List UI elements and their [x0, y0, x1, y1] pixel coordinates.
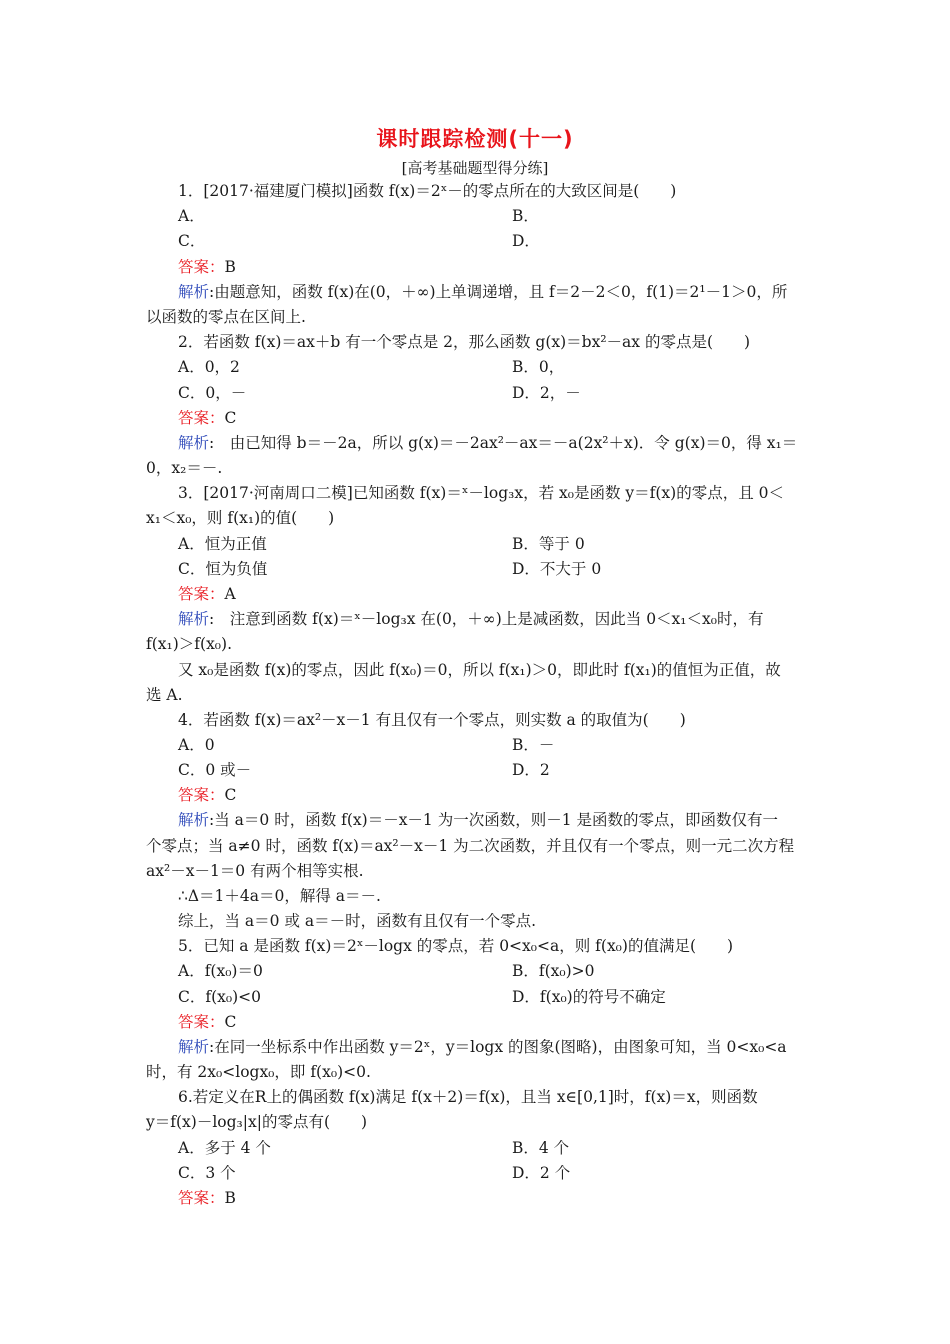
q6-option-b: B．4 个 [512, 1139, 570, 1157]
q1-option-c: C． [178, 232, 206, 250]
q1-explanation-line-2: 以函数的零点在区间上. [146, 308, 306, 326]
explanation-text: : 注意到函数 f(x)＝ˣ－log₃x 在(0，＋∞)上是减函数，因此当 0＜x₁＜x₀时，有 [209, 610, 764, 628]
q6-option-a: A．多于 4 个 [178, 1139, 271, 1157]
q2-option-c: C．0，－ [178, 384, 247, 402]
q4-option-d: D．2 [512, 761, 550, 779]
q6-answer [178, 1187, 236, 1209]
question-2: 2．若函数 f(x)＝ax＋b 有一个零点是 2，那么函数 g(x)＝bx²－ax 的零点是( ) [178, 333, 751, 351]
q1-option-b: B． [512, 207, 539, 225]
q3-explanation-line-4: 选 A. [146, 686, 183, 704]
q4-explanation-line-1 [178, 809, 778, 831]
q6-option-c: C．3 个 [178, 1164, 236, 1182]
q4-option-b: B．－ [512, 736, 555, 754]
q2-explanation-line-1 [178, 432, 797, 454]
q2-option-b: B．0， [512, 358, 565, 376]
q3-explanation-line-2: f(x₁)＞f(x₀). [146, 635, 232, 653]
q4-answer [178, 784, 236, 806]
q4-option-a: A．0 [178, 736, 215, 754]
q2-option-a: A．0，2 [178, 358, 240, 376]
explanation-text: :当 a＝0 时，函数 f(x)＝－x－1 为一次函数，则－1 是函数的零点，即函数仅有一 [209, 811, 779, 829]
explain-label: 解析 [178, 1038, 210, 1056]
q1-answer [178, 256, 236, 278]
q5-option-b: B．f(x₀)>0 [512, 962, 595, 980]
q4-option-c: C．0 或－ [178, 761, 252, 779]
answer-value: B [224, 258, 236, 276]
q5-explanation-line-2: 时，有 2x₀<logx₀，即 f(x₀)<0. [146, 1063, 371, 1081]
q4-explanation-line-4: ∴Δ＝1＋4a＝0，解得 a＝－. [178, 887, 381, 905]
explanation-text: :由题意知，函数 f(x)在(0，＋∞)上单调递增，且 f＝2－2＜0，f(1)＝2¹－1＞0，所 [209, 283, 788, 301]
q2-option-d: D．2，－ [512, 384, 581, 402]
q1-explanation-line-1 [178, 281, 787, 303]
answer-value: C [224, 1013, 237, 1031]
answer-label: 答案： [178, 409, 225, 427]
explain-label: 解析 [178, 283, 210, 301]
q5-option-c: C．f(x₀)<0 [178, 988, 261, 1006]
q2-explanation-line-2: 0，x₂＝－. [146, 459, 223, 477]
answer-value: C [224, 409, 237, 427]
question-4: 4．若函数 f(x)＝ax²－x－1 有且仅有一个零点，则实数 a 的取值为( ) [178, 711, 686, 729]
question-1: 1．[2017·福建厦门模拟]函数 f(x)＝2ˣ－的零点所在的大致区间是( ) [178, 182, 677, 200]
answer-value: B [224, 1189, 236, 1207]
explanation-text: : 由已知得 b＝－2a，所以 g(x)＝－2ax²－ax＝－a(2x²＋x)．令 g(x)＝0，得 x₁＝ [209, 434, 798, 452]
q3-answer [178, 583, 236, 605]
question-5: 5．已知 a 是函数 f(x)＝2ˣ－logx 的零点，若 0<x₀<a，则 f(x₀)的值满足( ) [178, 937, 734, 955]
q1-option-d: D． [512, 232, 540, 250]
answer-label: 答案： [178, 786, 225, 804]
answer-label: 答案： [178, 1189, 225, 1207]
q3-option-c: C．恒为负值 [178, 560, 268, 578]
question-3-line-1: 3．[2017·河南周口二模]已知函数 f(x)＝ˣ－log₃x，若 x₀是函数 y＝f(x)的零点，且 0＜ [178, 484, 784, 502]
explain-label: 解析 [178, 811, 210, 829]
q5-answer [178, 1011, 236, 1033]
answer-value: A [224, 585, 236, 603]
explain-label: 解析 [178, 434, 210, 452]
q3-option-b: B．等于 0 [512, 535, 585, 553]
q3-explanation-line-3: 又 x₀是函数 f(x)的零点，因此 f(x₀)＝0，所以 f(x₁)＞0，即此时 f(x₁)的值恒为正值，故 [178, 661, 781, 679]
q2-answer [178, 407, 236, 429]
q3-explanation-line-1 [178, 608, 763, 630]
answer-label: 答案： [178, 1013, 225, 1031]
q5-explanation-line-1 [178, 1036, 787, 1058]
question-6-line-2: y＝f(x)－log₃|x|的零点有( ) [146, 1113, 368, 1131]
q3-option-d: D．不大于 0 [512, 560, 602, 578]
explain-label: 解析 [178, 610, 210, 628]
page-title: 课时跟踪检测(十一) [376, 127, 574, 151]
q4-explanation-line-2: 个零点；当 a≠0 时，函数 f(x)＝ax²－x－1 为二次函数，并且仅有一个零点，则一元二次方程 [146, 837, 795, 855]
explanation-text: :在同一坐标系中作出函数 y＝2ˣ，y＝logx 的图象(图略)，由图象可知，当 0<x₀<a [209, 1038, 787, 1056]
section-subtitle: [高考基础题型得分练] [401, 159, 549, 177]
question-6-line-1: 6.若定义在R上的偶函数 f(x)满足 f(x＋2)＝f(x)，且当 x∈[0,1]时，f(x)＝x，则函数 [178, 1088, 758, 1106]
q3-option-a: A．恒为正值 [178, 535, 267, 553]
q1-option-a: A． [178, 207, 205, 225]
q4-explanation-line-3: ax²－x－1＝0 有两个相等实根. [146, 862, 364, 880]
q6-option-d: D．2 个 [512, 1164, 571, 1182]
answer-label: 答案： [178, 258, 225, 276]
answer-value: C [224, 786, 237, 804]
q5-option-d: D．f(x₀)的符号不确定 [512, 988, 666, 1006]
q5-option-a: A．f(x₀)＝0 [178, 962, 263, 980]
question-3-line-2: x₁＜x₀，则 f(x₁)的值( ) [146, 509, 335, 527]
q4-explanation-line-5: 综上，当 a＝0 或 a＝－时，函数有且仅有一个零点. [178, 912, 537, 930]
answer-label: 答案： [178, 585, 225, 603]
